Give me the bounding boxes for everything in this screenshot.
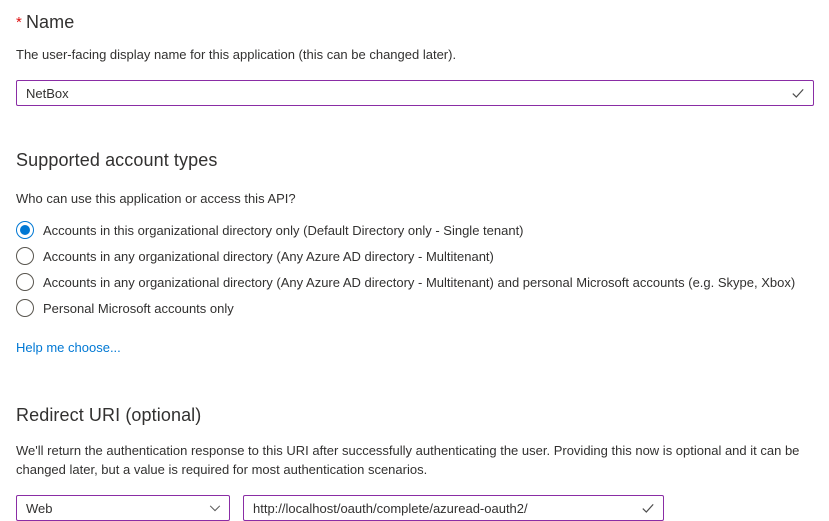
account-types-question: Who can use this application or access this API? — [16, 191, 296, 206]
name-description: The user-facing display name for this application (this can be changed later). — [16, 47, 457, 62]
required-asterisk: * — [16, 14, 22, 31]
redirect-uri-field-container — [243, 495, 664, 521]
name-title-text: Name — [25, 12, 75, 32]
platform-select-dropdown[interactable] — [16, 495, 230, 521]
account-type-option[interactable] — [16, 295, 814, 321]
redirect-uri-section — [16, 403, 814, 521]
account-types-title: Supported account types — [16, 150, 218, 170]
name-field-container — [16, 80, 814, 106]
valid-check-icon — [640, 500, 656, 516]
name-section — [16, 10, 814, 106]
radio-button-icon[interactable] — [16, 247, 34, 265]
radio-button-icon[interactable] — [16, 221, 34, 239]
account-type-option-label: Accounts in this organizational directory only (Default Directory only - Single tenant) — [43, 222, 524, 238]
name-section-title — [16, 10, 814, 35]
chevron-down-icon — [208, 501, 222, 515]
account-type-option-label: Accounts in any organizational directory (Any Azure AD directory - Multitenant) and personal Microsoft accounts (e.g. Skype, Xbox) — [43, 274, 796, 290]
platform-select-value: Web — [26, 500, 53, 516]
redirect-uri-description: We'll return the authentication response to this URI after successfully authenticating the user. Providing this now is optional and it can be changed later, but a value is required for most authentication scenarios. — [16, 443, 800, 477]
redirect-uri-title: Redirect URI (optional) — [16, 405, 202, 425]
account-type-option[interactable] — [16, 243, 814, 269]
account-type-option[interactable] — [16, 217, 814, 243]
account-type-option-label: Accounts in any organizational directory (Any Azure AD directory - Multitenant) — [43, 248, 494, 264]
account-types-radio-group — [16, 217, 814, 321]
account-types-section — [16, 148, 814, 357]
radio-button-icon[interactable] — [16, 273, 34, 291]
name-input[interactable] — [17, 81, 813, 105]
account-type-option[interactable] — [16, 269, 814, 295]
radio-button-icon[interactable] — [16, 299, 34, 317]
help-me-choose-link[interactable]: Help me choose... — [16, 340, 121, 355]
account-type-option-label: Personal Microsoft accounts only — [43, 300, 234, 316]
valid-check-icon — [790, 85, 806, 101]
redirect-uri-input[interactable] — [244, 496, 663, 520]
